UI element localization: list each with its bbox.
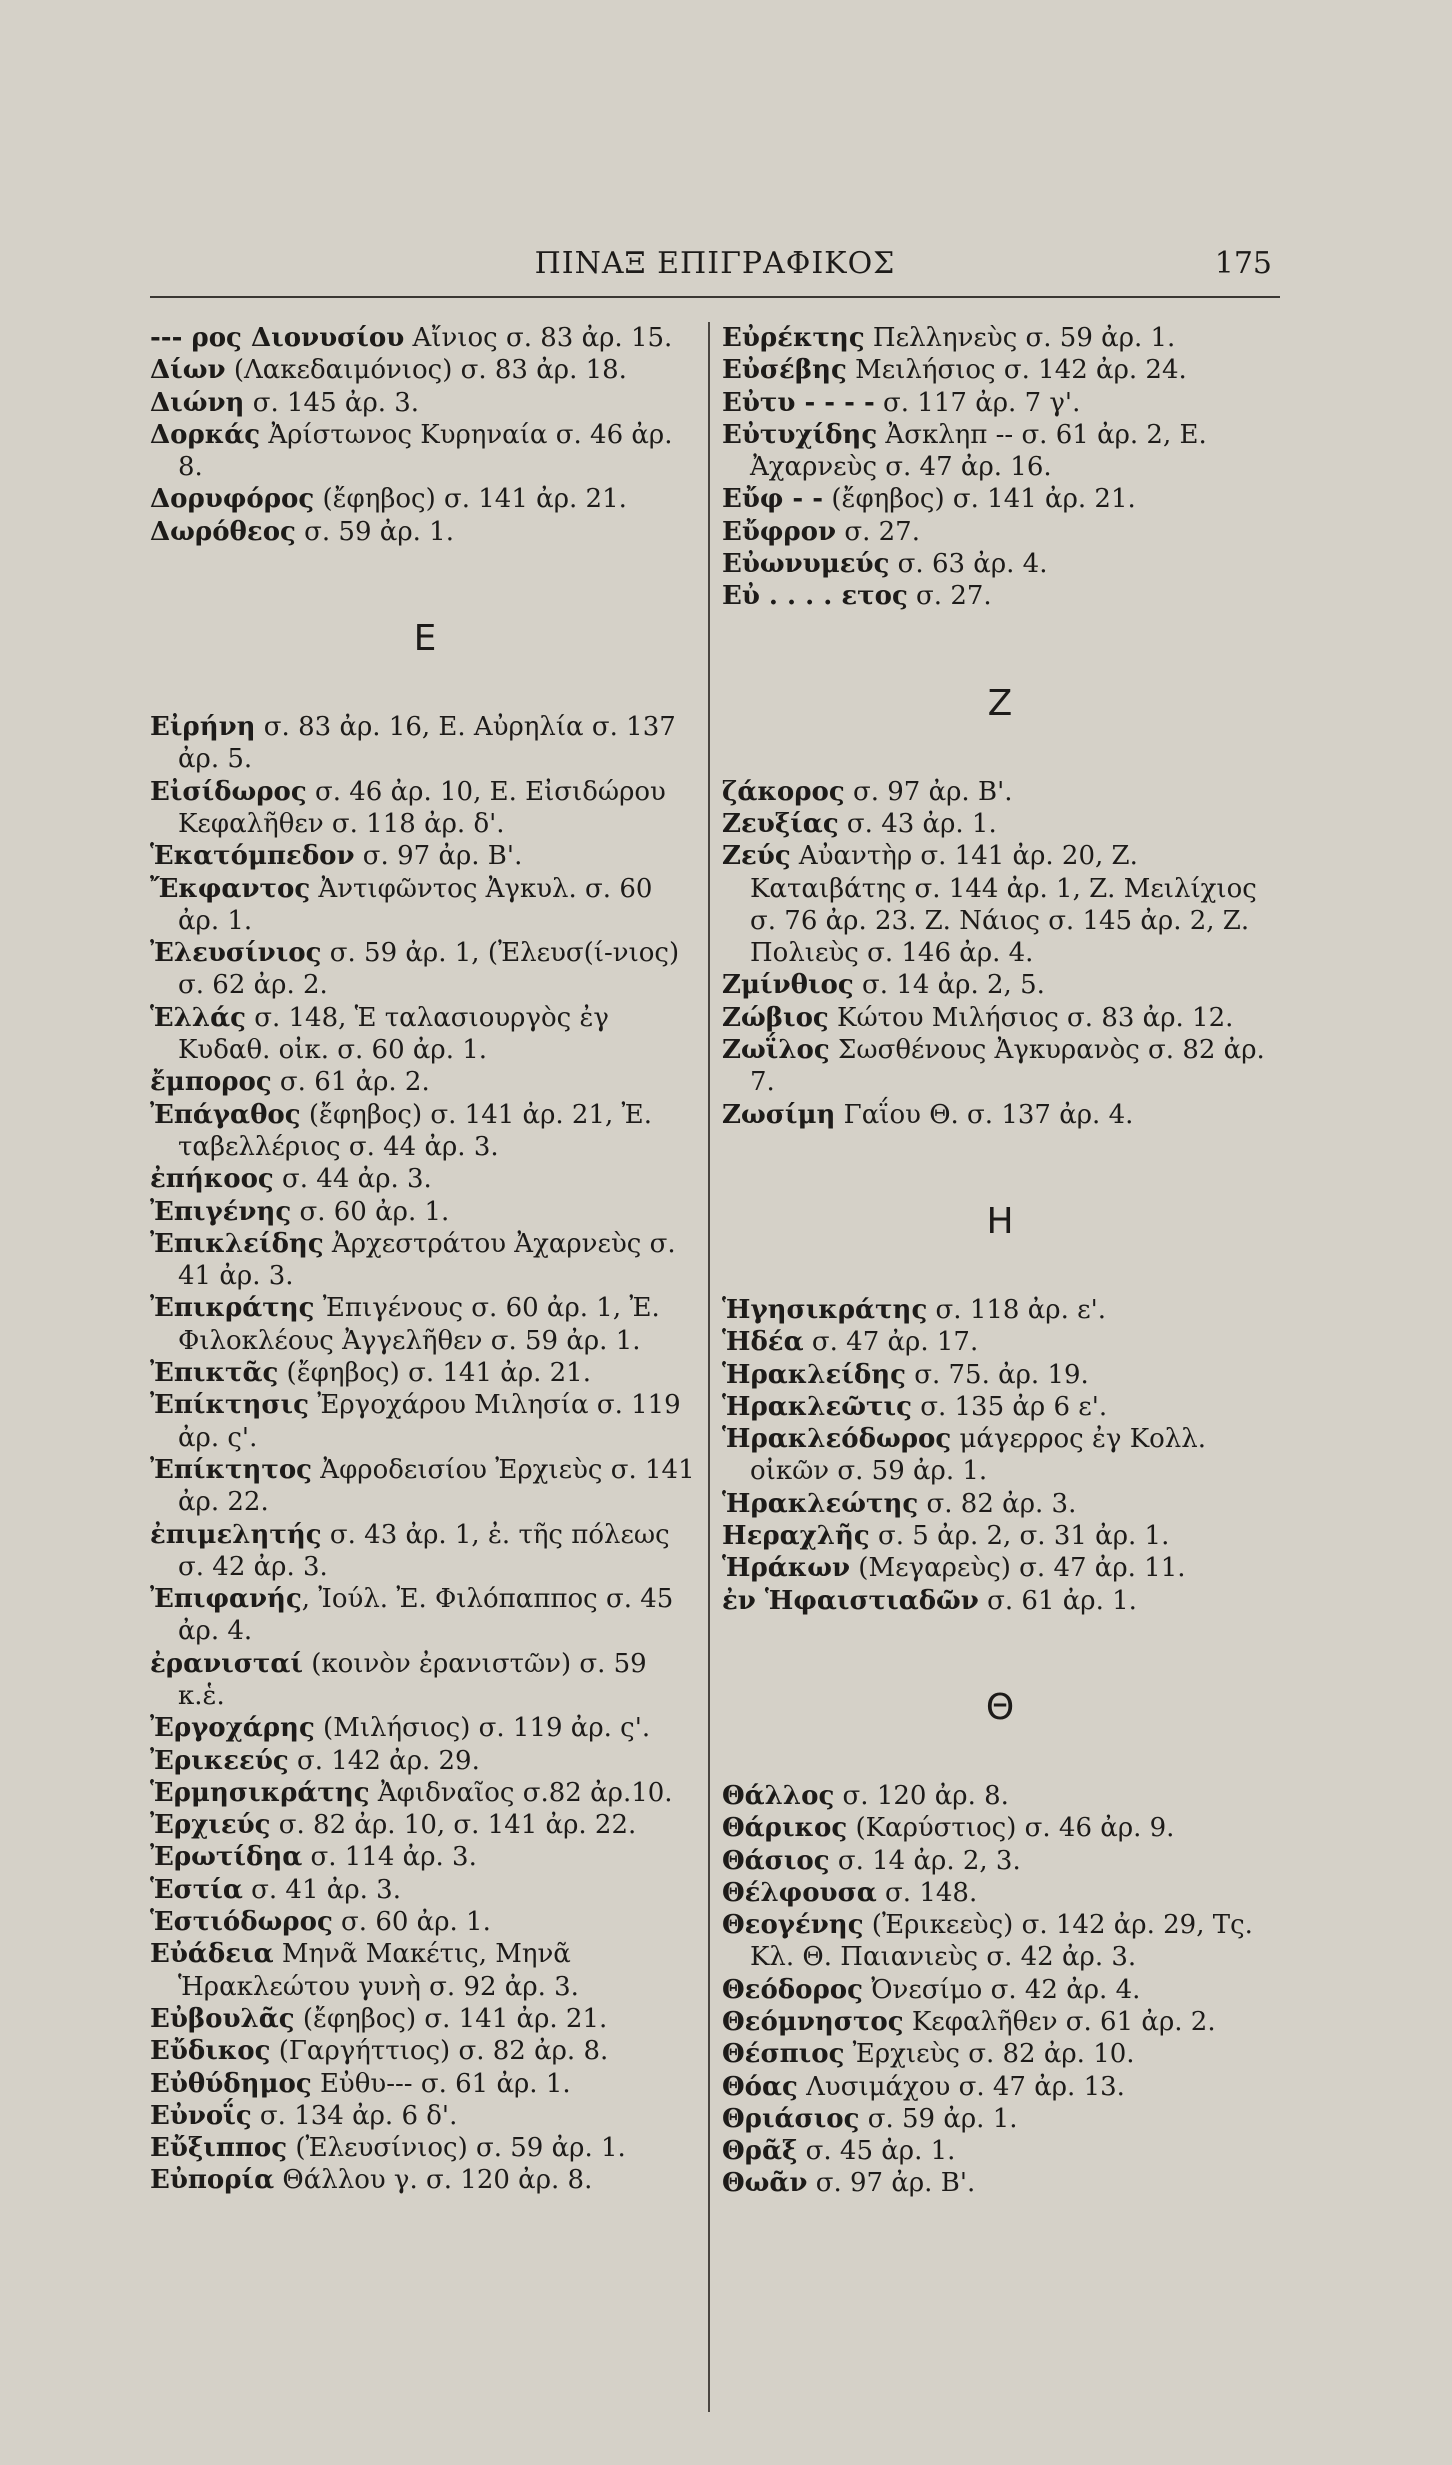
entries-epsilon-cont: [722, 322, 1278, 613]
index-entry: [722, 2135, 1278, 2167]
entry-headword: Ηεραχλῆς: [722, 1521, 870, 1552]
entry-reference: μάγερρος ἐγ Κολλ. οἰκῶν σ. 59 ἀρ. 1.: [750, 1424, 1207, 1487]
entry-headword: Ἐπικτᾶς: [150, 1358, 279, 1389]
entry-headword: ἐπήκοος: [150, 1164, 274, 1195]
entry-reference: σ. 27.: [836, 516, 920, 547]
index-entry: [722, 1099, 1278, 1131]
entry-headword: Εὐτυχίδης: [722, 419, 878, 450]
entry-reference: σ. 97 ἀρ. Β'.: [844, 776, 1013, 807]
entry-headword: Ζώβιος: [722, 1002, 829, 1033]
index-entry: [722, 1812, 1278, 1844]
entry-reference: (ἔφηβος) σ. 141 ἀρ. 21.: [314, 484, 627, 515]
entry-headword: Ἑρμησικράτης: [150, 1777, 370, 1808]
index-entry: [150, 1228, 700, 1293]
index-entry: [722, 2167, 1278, 2199]
entry-headword: Ἡρακλεῶτις: [722, 1391, 912, 1422]
entry-reference: σ. 82 ἀρ. 10, σ. 141 ἀρ. 22.: [270, 1810, 637, 1841]
index-entry: [722, 354, 1278, 386]
index-entry: [150, 937, 700, 1002]
section-letter-th: Θ: [985, 1686, 1015, 1728]
header-rule: [150, 296, 1280, 298]
index-entry: [722, 516, 1278, 548]
entries-zeta: [722, 776, 1278, 1131]
section-letter-h: Η: [986, 1200, 1014, 1242]
entry-reference: σ. 41 ἀρ. 3.: [242, 1874, 401, 1905]
index-entry: [722, 1488, 1278, 1520]
page-title: ΠΙΝΑΞ ΕΠΙΓΡΑΦΙΚΟΣ: [534, 246, 896, 281]
entry-reference: σ. 45 ἀρ. 1.: [797, 2136, 956, 2167]
entry-headword: Εὔφ - -: [722, 484, 824, 515]
entry-reference: Εὐθυ--- σ. 61 ἀρ. 1.: [311, 2068, 571, 2099]
entry-headword: Θριάσιος: [722, 2103, 860, 2134]
entry-headword: Δωρόθεος: [150, 516, 296, 547]
entry-reference: σ. 134 ἀρ. 6 δ'.: [251, 2100, 458, 2131]
entry-reference: Ἀντιφῶντος Ἀγκυλ. σ. 60 ἀρ. 1.: [178, 873, 653, 936]
entry-reference: σ. 59 ἀρ. 1.: [295, 516, 454, 547]
index-entry: [150, 1066, 700, 1098]
entry-headword: Ζμίνθιος: [722, 970, 854, 1001]
entry-reference: σ. 43 ἀρ. 1, ἐ. τῆς πόλεως σ. 42 ἀρ. 3.: [178, 1519, 670, 1582]
entry-reference: σ. 114 ἀρ. 3.: [302, 1842, 477, 1873]
entry-reference: σ. 117 ἀρ. 7 γ'.: [874, 387, 1081, 418]
entry-reference: σ. 59 ἀρ. 1, (Ἐλευσ(ί-νιος) σ. 62 ἀρ. 2.: [178, 938, 680, 1001]
entry-reference: σ. 14 ἀρ. 2, 5.: [853, 970, 1045, 1001]
entry-headword: Ἐργοχάρης: [150, 1713, 315, 1744]
entry-reference: Λυσιμάχου σ. 47 ἀρ. 13.: [797, 2071, 1125, 2102]
entry-reference: σ. 43 ἀρ. 1.: [838, 808, 997, 839]
entry-reference: Ἀρίστωνος Κυρηναία σ. 46 ἀρ. 8.: [178, 419, 673, 483]
entry-headword: Ἡγησικράτης: [722, 1294, 928, 1325]
index-entry: [722, 776, 1278, 808]
entry-reference: Ἀφιδναῖος σ.82 ἀρ.10.: [369, 1777, 673, 1808]
index-entry: [150, 1648, 700, 1713]
index-entry: [150, 1938, 700, 2003]
entry-reference: σ. 63 ἀρ. 4.: [889, 549, 1048, 580]
entry-reference: σ. 14 ἀρ. 2, 3.: [829, 1845, 1021, 1876]
entry-reference: σ. 148, Ἑ ταλασιουργὸς ἐγ Κυδαθ. οἰκ. σ. 60 ἀρ. 1.: [178, 1002, 609, 1066]
index-entry: [150, 2132, 700, 2164]
entry-headword: Ἑλλάς: [150, 1002, 246, 1033]
index-entry: [150, 840, 700, 872]
index-entry: [722, 580, 1278, 612]
entry-headword: Θεογένης: [722, 1910, 864, 1941]
entry-reference: (ἔφηβος) σ. 141 ἀρ. 21.: [278, 1358, 591, 1389]
index-entry: [722, 1585, 1278, 1617]
entry-reference: Ἀφροδεισίου Ἐρχιεὺς σ. 141 ἀρ. 22.: [178, 1454, 695, 1518]
entry-reference: σ. 120 ἀρ. 8.: [834, 1780, 1009, 1811]
entry-reference: σ. 44 ἀρ. 3.: [273, 1164, 432, 1195]
index-entry: [150, 711, 700, 776]
entry-reference: σ. 145 ἀρ. 3.: [244, 387, 420, 418]
index-entry: [722, 322, 1278, 354]
entry-headword: Ἐπίκτητος: [150, 1454, 313, 1485]
index-entry: [150, 1777, 700, 1809]
entry-headword: ζάκορος: [722, 776, 845, 807]
index-entry: [150, 1519, 700, 1584]
index-entry: [150, 1712, 700, 1744]
entry-reference: , Ἰούλ. Ἐ. Φιλόπαππος σ. 45 ἀρ. 4.: [178, 1584, 674, 1647]
index-entry: [150, 2003, 700, 2035]
index-entry: [150, 1099, 700, 1164]
entry-reference: σ. 118 ἀρ. ε'.: [927, 1294, 1106, 1325]
entry-reference: σ. 135 ἀρ 6 ε'.: [911, 1391, 1108, 1422]
entry-reference: (κοινὸν ἐρανιστῶν) σ. 59 κ.ἑ.: [178, 1648, 647, 1711]
index-entry: [722, 1909, 1278, 1974]
entry-headword: Εὔδικος: [150, 2036, 271, 2067]
index-entry: [150, 1196, 700, 1228]
entry-reference: σ. 75. ἀρ. 19.: [905, 1359, 1089, 1390]
index-entry: [150, 1809, 700, 1841]
right-column: [722, 322, 1278, 2200]
index-entry: [722, 2006, 1278, 2038]
entry-headword: Ἐρχιεύς: [150, 1810, 271, 1841]
index-entry: [150, 1583, 700, 1648]
entry-headword: Διώνη: [150, 387, 245, 418]
running-header: [150, 246, 1280, 294]
entry-headword: Δορκάς: [150, 419, 261, 450]
entry-headword: Εὐνοΐς: [150, 2100, 252, 2131]
section-letter-e: Ε: [413, 618, 437, 660]
entry-reference: Σωσθένους Ἀγκυρανὸς σ. 82 ἀρ. 7.: [750, 1035, 1265, 1098]
index-entry: [722, 1877, 1278, 1909]
entry-headword: Ἐπιφανής: [150, 1584, 302, 1615]
entry-reference: σ. 61 ἀρ. 2.: [271, 1067, 430, 1098]
entry-headword: Ἑκατόμπεδον: [150, 841, 355, 872]
index-entry: [722, 1034, 1278, 1099]
entry-headword: Θάλλος: [722, 1780, 835, 1811]
index-entry: [722, 1002, 1278, 1034]
entry-headword: Ἐπίκτησις: [150, 1390, 309, 1421]
entry-headword: Ζωΐλος: [722, 1035, 830, 1066]
entry-headword: Εὔξιππος: [150, 2133, 288, 2164]
entry-headword: Εὐτυ - - - -: [722, 387, 875, 418]
entry-reference: (Καρύστιος) σ. 46 ἀρ. 9.: [847, 1813, 1175, 1844]
left-column: [150, 322, 700, 2197]
entry-reference: Ἐργοχάρου Μιλησία σ. 119 ἀρ. ς'.: [178, 1390, 681, 1453]
entry-reference: σ. 61 ἀρ. 1.: [978, 1585, 1137, 1616]
index-entry: [150, 419, 700, 484]
entry-reference: Αἴνιος σ. 83 ἀρ. 15.: [404, 323, 673, 353]
entry-headword: Ἐλευσίνιος: [150, 938, 322, 969]
index-entry: [150, 354, 700, 386]
entry-headword: Ἐπιγένης: [150, 1196, 292, 1227]
index-entry: [150, 387, 700, 419]
entry-reference: Μειλήσιος σ. 142 ἀρ. 24.: [846, 355, 1187, 386]
index-entry: [150, 1841, 700, 1873]
entry-reference: (Λακεδαιμόνιος) σ. 83 ἀρ. 18.: [225, 355, 627, 386]
entry-headword: Εἰρήνη: [150, 712, 256, 743]
entry-headword: Θωᾶν: [722, 2168, 808, 2199]
index-entry: [722, 2038, 1278, 2070]
entry-reference: (Μιλήσιος) σ. 119 ἀρ. ς'.: [314, 1713, 651, 1744]
index-entry: [150, 2100, 700, 2132]
entry-reference: Μηνᾶ Μακέτις, Μηνᾶ Ἡρακλεώτου γυνὴ σ. 92 ἀρ. 3.: [178, 1939, 579, 2002]
entry-reference: σ. 47 ἀρ. 17.: [803, 1327, 979, 1358]
entry-headword: Ἡρακλεώτης: [722, 1488, 919, 1519]
entry-reference: σ. 97 ἀρ. Β'.: [354, 841, 523, 872]
index-entry: [150, 1454, 700, 1519]
index-entry: [150, 516, 700, 548]
index-entry: [150, 1745, 700, 1777]
entry-headword: Θέσπιος: [722, 2039, 845, 2070]
index-entry: [722, 1520, 1278, 1552]
entry-headword: ἔμπορος: [150, 1067, 272, 1098]
entry-headword: Θρᾶξ: [722, 2136, 798, 2167]
entry-reference: σ. 97 ἀρ. Β'.: [807, 2168, 976, 2199]
entry-headword: Ζεύς: [722, 841, 791, 872]
index-entry: [150, 2068, 700, 2100]
entry-reference: σ. 82 ἀρ. 3.: [918, 1488, 1077, 1519]
entry-reference: Αὐαντὴρ σ. 141 ἀρ. 20, Ζ. Καταιβάτης σ. 144 ἀρ. 1, Ζ. Μειλίχιος σ. 76 ἀρ. 23. Ζ. Νάιος σ. 145 ἀρ. 2, Ζ. Πολιεὺς σ. 146 ἀρ. 4.: [750, 841, 1257, 969]
entry-headword: Εὐ . . . . ετος: [722, 581, 908, 612]
entry-reference: Κώτου Μιλήσιος σ. 83 ἀρ. 12.: [828, 1002, 1234, 1033]
entry-headword: Ἡρακλείδης: [722, 1359, 906, 1390]
index-entry: [150, 2035, 700, 2067]
index-entry: [150, 1002, 700, 1067]
index-entry: [722, 969, 1278, 1001]
entry-headword: ἐρανισταί: [150, 1648, 303, 1679]
entry-headword: ἐπιμελητής: [150, 1519, 322, 1550]
entry-reference: Ἀρχεστράτου Ἀχαρνεὺς σ. 41 ἀρ. 3.: [178, 1228, 676, 1292]
entry-headword: Εὐάδεια: [150, 1939, 274, 1970]
index-entry: [722, 548, 1278, 580]
entries-epsilon: [150, 711, 700, 2197]
entry-reference: Ἐρχιεὺς σ. 82 ἀρ. 10.: [844, 2039, 1135, 2070]
page-number: 175: [1214, 246, 1272, 281]
entry-reference: Θάλλου γ. σ. 120 ἀρ. 8.: [274, 2165, 593, 2196]
index-entry: [722, 1974, 1278, 2006]
section-letter-z: Ζ: [987, 682, 1013, 724]
entry-reference: σ. 5 ἀρ. 2, σ. 31 ἀρ. 1.: [869, 1521, 1170, 1552]
entries-theta: [722, 1780, 1278, 2200]
entry-headword: Ἡδέα: [722, 1327, 804, 1358]
index-entry: [722, 2071, 1278, 2103]
entry-headword: Θέλφουσα: [722, 1877, 877, 1908]
entry-headword: Θάσιος: [722, 1845, 830, 1876]
entry-reference: σ. 60 ἀρ. 1.: [291, 1196, 450, 1227]
entry-reference: σ. 59 ἀρ. 1.: [859, 2103, 1018, 2134]
entry-reference: Κεφαλῆθεν σ. 61 ἀρ. 2.: [903, 2006, 1216, 2037]
entry-headword: Θόας: [722, 2071, 798, 2102]
entries-delta: [150, 322, 700, 548]
index-entry: [722, 1780, 1278, 1812]
index-entry: [150, 873, 700, 938]
entry-reference: Ὀνεσίμο σ. 42 ἀρ. 4.: [862, 1974, 1141, 2005]
index-entry: [722, 387, 1278, 419]
index-entry: [150, 1292, 700, 1357]
entry-reference: Ἀσκληπ -- σ. 61 ἀρ. 2, Ε. Ἀχαρνεὺς σ. 47 ἀρ. 16.: [750, 419, 1207, 483]
index-entry: [150, 1163, 700, 1195]
entry-headword: Δορυφόρος: [150, 484, 315, 515]
entry-headword: Ἐρικεεύς: [150, 1745, 289, 1776]
entry-headword: Εὐωνυμεύς: [722, 549, 890, 580]
entry-headword: Εὐσέβης: [722, 355, 847, 386]
entry-headword: --- ρος Διονυσίου: [150, 323, 405, 353]
index-entry: [722, 419, 1278, 484]
entry-reference: Γαΐου Θ. σ. 137 ἀρ. 4.: [835, 1099, 1134, 1130]
entry-headword: Ἑστία: [150, 1874, 243, 1905]
index-entry: [722, 2103, 1278, 2135]
entry-reference: (ἔφηβος) σ. 141 ἀρ. 21, Ἐ. ταβελλέριος σ. 44 ἀρ. 3.: [178, 1099, 652, 1162]
entry-headword: Ἐπικλείδης: [150, 1228, 324, 1259]
entry-reference: Ἐπιγένους σ. 60 ἀρ. 1, Ἐ. Φιλοκλέους Ἀγγελῆθεν σ. 59 ἀρ. 1.: [178, 1293, 660, 1356]
index-entry: [722, 1391, 1278, 1423]
entry-reference: (Μεγαρεὺς) σ. 47 ἀρ. 11.: [850, 1553, 1186, 1584]
entry-headword: Εὐρέκτης: [722, 323, 865, 353]
index-entry: [150, 1906, 700, 1938]
entry-headword: Θάρικος: [722, 1813, 848, 1844]
entry-headword: Εὐβουλᾶς: [150, 2003, 295, 2034]
entry-headword: Ἐπάγαθος: [150, 1099, 301, 1130]
entry-reference: σ. 83 ἀρ. 16, Ε. Αὐρηλία σ. 137 ἀρ. 5.: [178, 712, 676, 775]
index-entry: [150, 1389, 700, 1454]
entry-reference: (Γαργήττιος) σ. 82 ἀρ. 8.: [270, 2036, 609, 2067]
index-entry: [722, 1845, 1278, 1877]
entry-headword: Δίων: [150, 355, 226, 386]
index-entry: [150, 1874, 700, 1906]
index-entry: [722, 1423, 1278, 1488]
entry-reference: σ. 148.: [876, 1877, 978, 1908]
entries-eta: [722, 1294, 1278, 1617]
index-entry: [150, 322, 700, 354]
entry-reference: (ἔφηβος) σ. 141 ἀρ. 21.: [823, 484, 1136, 515]
entry-headword: Ζωσίμη: [722, 1099, 836, 1130]
index-entry: [150, 483, 700, 515]
entry-headword: Ἐπικράτης: [150, 1293, 315, 1324]
entry-headword: Εὐπορία: [150, 2165, 275, 2196]
entry-headword: Εὐθύδημος: [150, 2068, 312, 2099]
index-entry: [722, 840, 1278, 969]
entry-headword: Εὔφρον: [722, 516, 837, 547]
entry-reference: σ. 27.: [907, 581, 992, 612]
index-entry: [722, 1294, 1278, 1326]
entry-reference: (Ἐρικεεὺς) σ. 142 ἀρ. 29, Τς. Κλ. Θ. Παιανιεὺς σ. 42 ἀρ. 3.: [750, 1910, 1253, 1973]
entry-headword: Ἐρωτίδηα: [150, 1842, 303, 1873]
index-entry: [722, 483, 1278, 515]
index-entry: [150, 1357, 700, 1389]
index-entry: [150, 776, 700, 841]
entry-headword: ἐν Ἡφαιστιαδῶν: [722, 1585, 979, 1616]
entry-headword: Ἡράκων: [722, 1553, 851, 1584]
index-entry: [150, 2164, 700, 2196]
index-entry: [722, 1552, 1278, 1584]
entry-reference: σ. 46 ἀρ. 10, Ε. Εἰσιδώρου Κεφαλῆθεν σ. 118 ἀρ. δ'.: [178, 776, 666, 839]
entry-reference: σ. 142 ἀρ. 29.: [288, 1745, 480, 1776]
index-entry: [722, 1326, 1278, 1358]
entry-reference: (Ἐλευσίνιος) σ. 59 ἀρ. 1.: [287, 2133, 626, 2164]
entry-headword: Ἑστιόδωρος: [150, 1907, 333, 1938]
entry-headword: Θεόδορος: [722, 1974, 863, 2005]
column-divider: [708, 322, 710, 2412]
entry-headword: Ἡρακλεόδωρος: [722, 1424, 952, 1455]
entry-reference: (ἔφηβος) σ. 141 ἀρ. 21.: [294, 2003, 608, 2034]
entry-headword: Ζευξίας: [722, 808, 839, 839]
entry-headword: Εἰσίδωρος: [150, 776, 307, 807]
entry-headword: Θεόμνηστος: [722, 2006, 904, 2037]
entry-headword: Ἔκφαντος: [150, 873, 311, 904]
index-entry: [722, 1359, 1278, 1391]
index-entry: [722, 808, 1278, 840]
entry-reference: Πελληνεὺς σ. 59 ἀρ. 1.: [864, 323, 1176, 353]
entry-reference: σ. 60 ἀρ. 1.: [332, 1907, 491, 1938]
